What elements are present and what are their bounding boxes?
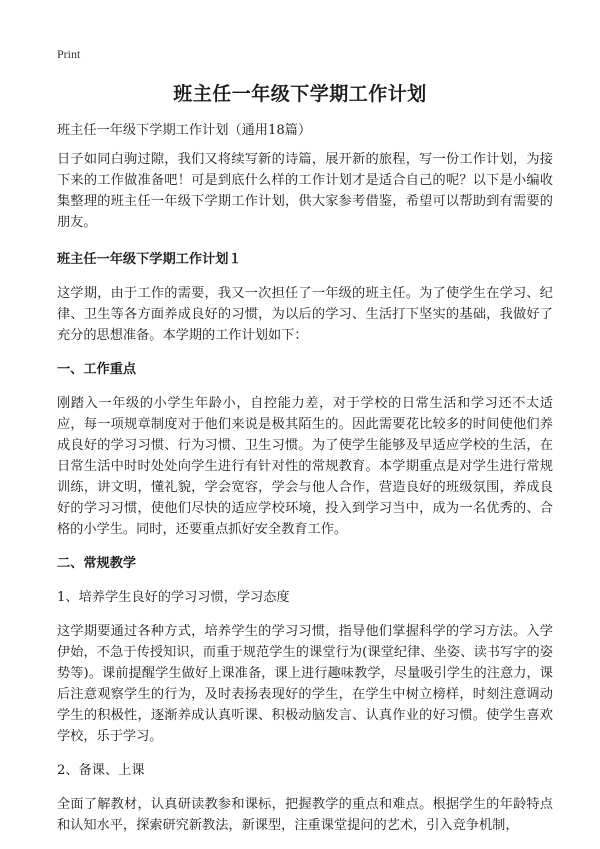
intro-paragraph: 日子如同白驹过隙，我们又将续写新的诗篇，展开新的旅程，写一份工作计划，为接下来的工作做准备吧！可是到底什么样的工作计划才是适合自己的呢？以下是小编收集整理的班主任一年级下学期工作计划，供大家参考借鉴，希望可以帮助到有需要的朋友。 xyxy=(57,152,553,230)
document-body xyxy=(57,120,553,849)
section-heading-focus: 一、工作重点 xyxy=(57,362,137,377)
plan-heading: 班主任一年级下学期工作计划１ xyxy=(57,252,242,267)
section-focus-paragraph: 刚踏入一年级的小学生年龄小，自控能力差，对于学校的日常生活和学习还不太适应，每一项规章制度对于他们来说是极其陌生的。因此需要花比较多的时间使他们养成良好的学习习惯、行为习惯、卫生习惯。为了使学生能够及早适应学校的生活，在日常生活中时时处处向学生进行有针对性的常规教育。本学期重点是对学生进行常规训练，讲文明，懂礼貌，学会宽容，学会与他人合作，营造良好的班级氛围，养成良好的学习习惯，使他们尽快的适应学校环境，投入到学习当中，成为一名优秀的、合格的小学生。同时，还要重点抓好安全教育工作。 xyxy=(57,396,553,537)
document-subtitle: 班主任一年级下学期工作计划（通用18篇） xyxy=(57,123,312,138)
subheading-habits: 1、培养学生良好的学习习惯，学习态度 xyxy=(57,590,290,605)
plan-paragraph: 这学期，由于工作的需要，我又一次担任了一年级的班主任。为了使学生在学习、纪律、卫生等各方面养成良好的习惯，为以后的学习、生活打下坚实的基础，我做好了充分的思想准备。本学期的工作计划如下： xyxy=(57,286,553,343)
habits-paragraph: 这学期要通过各种方式，培养学生的学习习惯，指导他们掌握科学的学习方法。入学伊始，不急于传授知识，而重于规范学生的课堂行为(课堂纪律、坐姿、读书写字的姿势等)。课前提醒学生做好上课准备，课上进行趣味教学，尽量吸引学生的注意力，课后注意观察学生的行为，及时表扬表现好的学生，在学生中树立榜样，时刻注意调动学生的积极性，逐渐养成认真听课、积极动脑发言、认真作业的好习惯。使学生喜欢学校，乐于学习。 xyxy=(57,624,553,744)
section-heading-routine: 二、常规教学 xyxy=(57,556,137,571)
lesson-prep-paragraph: 全面了解教材，认真研读教参和课标，把握教学的重点和难点。根据学生的年龄特点和认知水平，探索研究新教法，新课型，注重课堂提问的艺术，引入竞争机制， xyxy=(57,797,553,833)
subheading-lesson-prep: 2、备课、上课 xyxy=(57,763,145,778)
print-link[interactable]: Print xyxy=(57,47,81,61)
page-title: 班主任一年级下学期工作计划 xyxy=(173,83,427,105)
